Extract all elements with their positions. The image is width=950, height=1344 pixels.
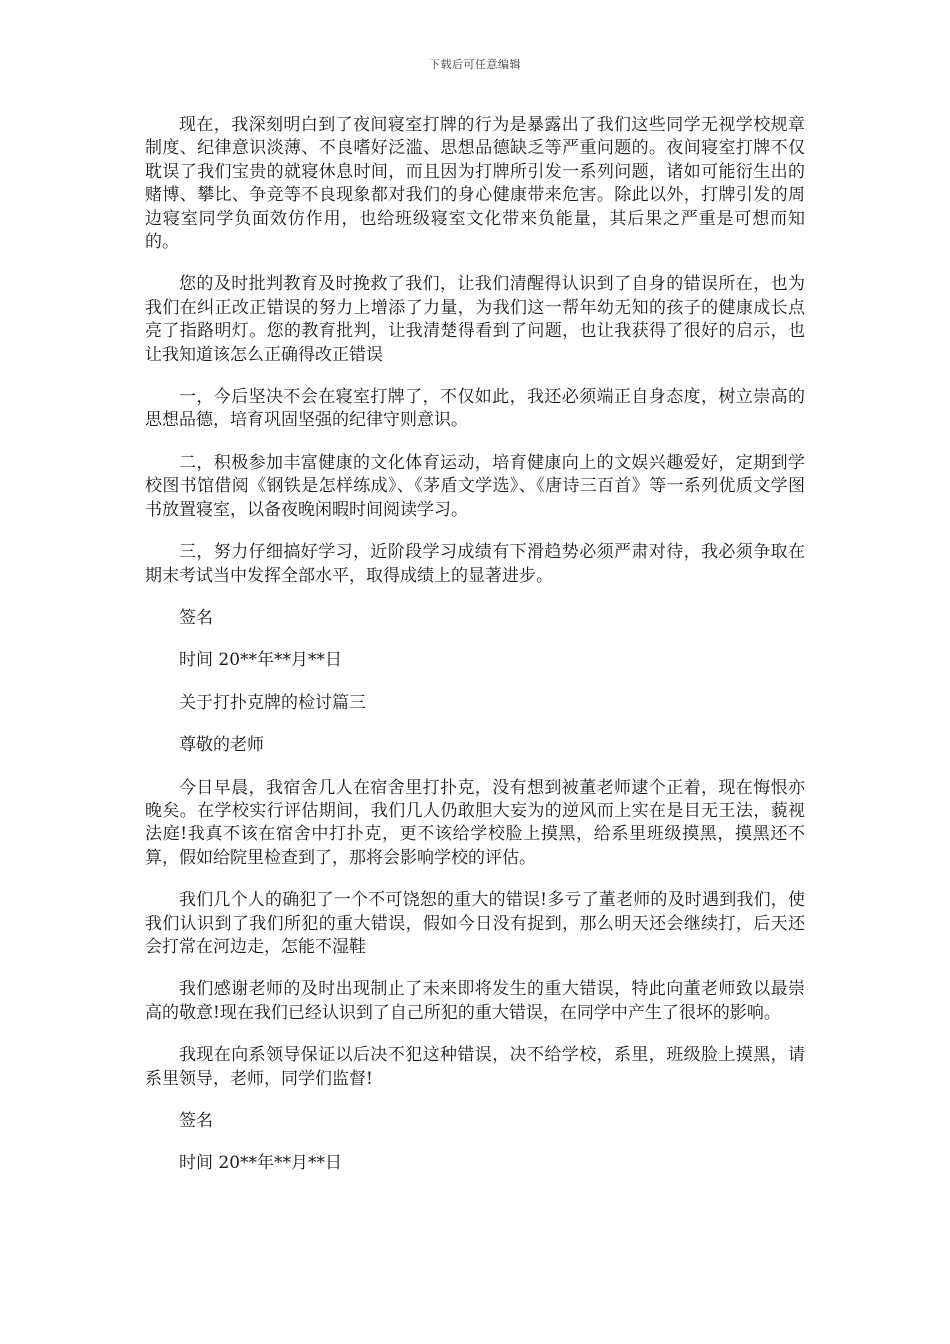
paragraph-7: 我们几个人的确犯了一个不可饶恕的重大的错误!多亏了董老师的及时遇到我们，使我们认识到了我们所犯的重大错误，假如今日没有捉到，那么明天还会继续打，后天还会打常在河边走，怎能不湿鞋 [145,890,805,957]
paragraph-1: 现在，我深刻明白到了夜间寝室打牌的行为是暴露出了我们这些同学无视学校规章制度、纪律意识淡薄、不良嗜好泛滥、思想品德缺乏等严重问题的。夜间寝室打牌不仅耽误了我们宝贵的就寝休息时间，而且因为打牌所引发一系列问题，诸如可能衍生出的赌博、攀比、争竞等不良现象都对我们的身心健康带来危害。除此以外，打牌引发的周边寝室同学负面效仿作用，也给班级寝室文化带来负能量，其后果之严重是可想而知的。 [145,115,805,253]
paragraph-6: 今日早晨，我宿舍几人在宿舍里打扑克，没有想到被董老师逮个正着，现在悔恨亦晚矣。在学校实行评估期间，我们几人仍敢胆大妄为的逆风而上实在是目无王法，藐视法庭!我真不该在宿舍中打扑克，更不该给学校脸上摸黑，给系里班级摸黑，摸黑还不算，假如给院里检查到了，那将会影响学校的评估。 [145,777,805,868]
paragraph-9: 我现在向系领导保证以后决不犯这种错误，决不给学校，系里，班级脸上摸黑，请系里领导，老师，同学们监督! [145,1045,805,1089]
section-title: 关于打扑克牌的检讨篇三 [179,692,366,713]
date-line-2: 时间 20**年**月**日 [179,1153,343,1174]
paragraph-8: 我们感谢老师的及时出现制止了未来即将发生的重大错误，特此向董老师致以最崇高的敬意!现在我们已经认识到了自己所犯的重大错误，在同学中产生了很坏的影响。 [145,979,805,1023]
document-body [145,114,805,1195]
paragraph-2: 您的及时批判教育及时挽救了我们，让我们清醒得认识到了自身的错误所在，也为我们在纠正改正错误的努力上增添了力量，为我们这一帮年幼无知的孩子的健康成长点亮了指路明灯。您的教育批判，让我清楚得看到了问题，也让我获得了很好的启示，也让我知道该怎么正确得改正错误 [145,274,805,365]
signature-label-2: 签名 [179,1111,213,1131]
paragraph-5: 三，努力仔细搞好学习，近阶段学习成绩有下滑趋势必须严肃对待，我必须争取在期末考试当中发挥全部水平，取得成绩上的显著进步。 [145,542,805,586]
date-line: 时间 20**年**月**日 [179,650,343,671]
salutation: 尊敬的老师 [179,735,264,756]
page-header: 下载后可任意编辑 [429,58,521,71]
paragraph-3: 一，今后坚决不会在寝室打牌了，不仅如此，我还必须端正自身态度，树立崇高的思想品德，培育巩固坚强的纪律守则意识。 [145,387,805,431]
signature-label: 签名 [179,607,213,628]
paragraph-4: 二，积极参加丰富健康的文化体育运动，培育健康向上的文娱兴趣爱好，定期到学校图书馆借阅《钢铁是怎样练成》、《茅盾文学选》、《唐诗三百首》等一系列优质文学图书放置寝室，以备夜晚闲暇时间阅读学习。 [145,452,805,520]
